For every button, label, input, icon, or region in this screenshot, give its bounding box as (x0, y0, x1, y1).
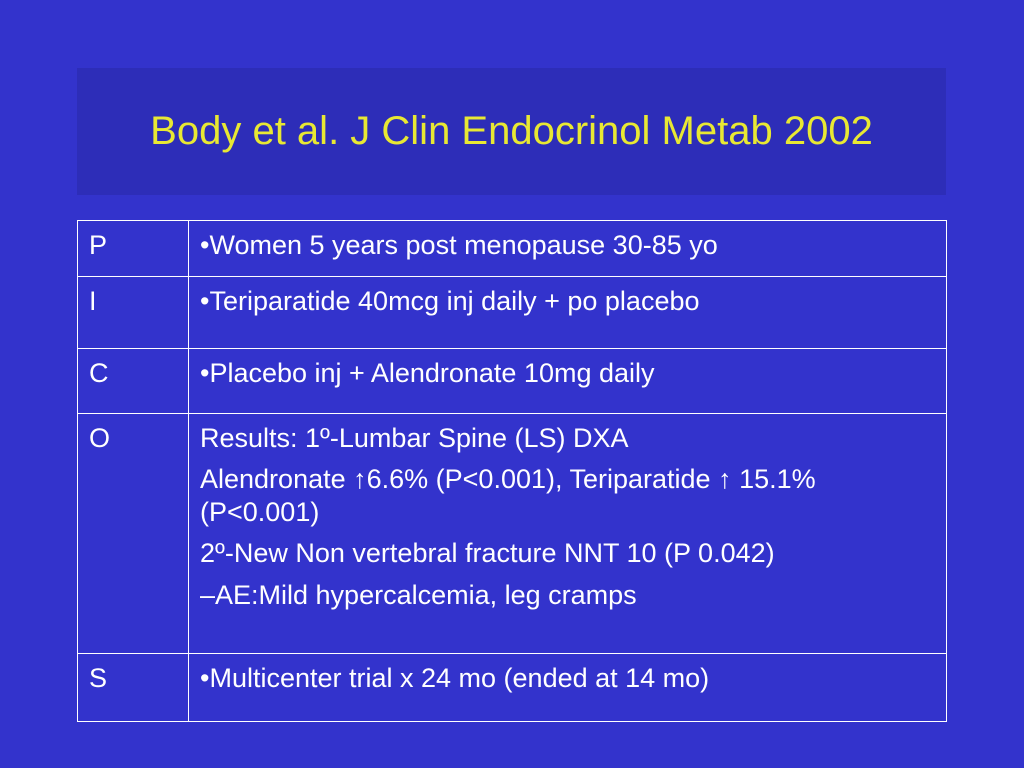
row-label-p: P (78, 221, 189, 277)
table-row-i (78, 277, 947, 349)
row-content-p (189, 221, 947, 277)
pico-table (77, 220, 947, 722)
table-row-s (78, 654, 947, 722)
content-line: Alendronate ↑6.6% (P<0.001), Teriparatide ↑ 15.1% (P<0.001) (200, 464, 816, 527)
row-label-o: O (78, 414, 189, 654)
content-line: Results: 1º-Lumbar Spine (LS) DXA (200, 423, 629, 453)
table-row-c (78, 349, 947, 414)
table-row-p (78, 221, 947, 277)
slide-title: Body et al. J Clin Endocrinol Metab 2002 (150, 109, 873, 153)
row-content-s (189, 654, 947, 722)
content-line: •Multicenter trial x 24 mo (ended at 14 mo) (200, 663, 710, 693)
content-line: •Placebo inj + Alendronate 10mg daily (200, 358, 655, 388)
row-label-i: I (78, 277, 189, 349)
content-line: 2º-New Non vertebral fracture NNT 10 (P 0.042) (200, 538, 775, 569)
row-content-o (189, 414, 947, 654)
table-row-o (78, 414, 947, 654)
row-content-c (189, 349, 947, 414)
row-content-i (189, 277, 947, 349)
content-line: •Women 5 years post menopause 30-85 yo (200, 230, 718, 260)
content-line: –AE:Mild hypercalcemia, leg cramps (200, 579, 637, 610)
title-panel (77, 68, 946, 195)
content-line: •Teriparatide 40mcg inj daily + po placebo (200, 286, 700, 316)
row-label-s: S (78, 654, 189, 722)
row-label-c: C (78, 349, 189, 414)
